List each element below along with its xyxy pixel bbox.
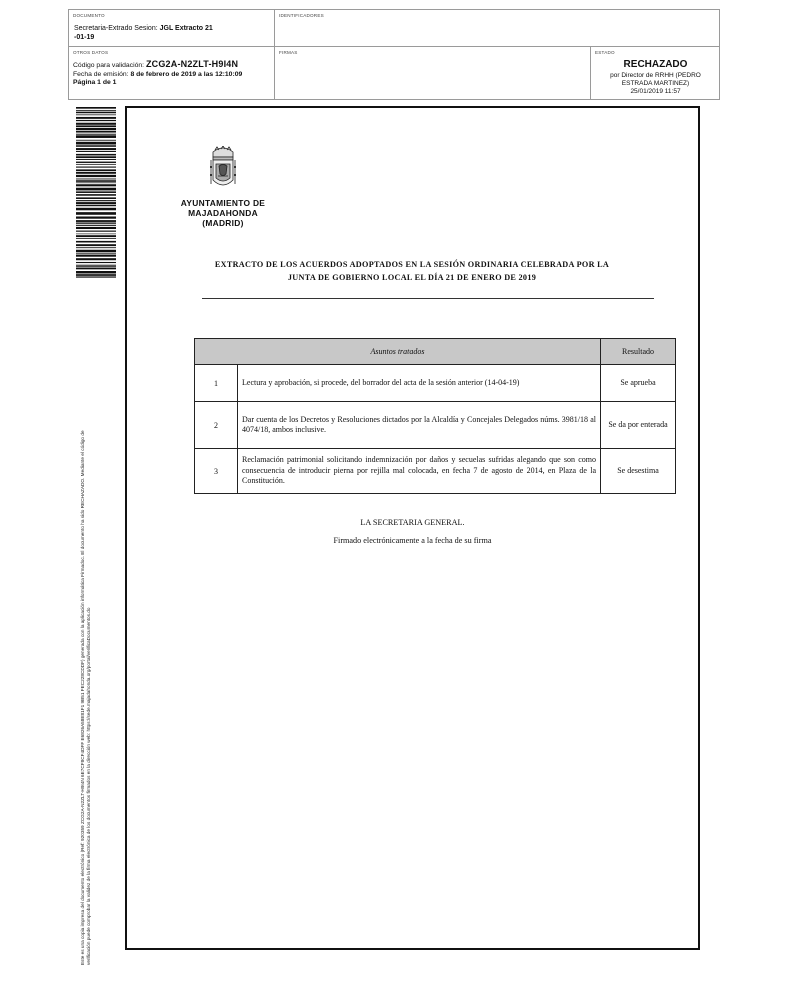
identificadores-cell (275, 10, 720, 47)
signature-title: LA SECRETARIA GENERAL. (360, 518, 465, 527)
side-note-line-1: Este es una copia impresa del documento electrónico (Ref: 920359 ZCG2A-N2ZLT-H9I4N 6E7CF8CF4DFF E6826A58E81F1 9B51 FEC228CDDF) generada con la aplicación informática Firmadoc. El documento ha sido RECHAZADO. Mediante el código de (80, 430, 85, 965)
row-result: Se da por enterada (601, 402, 676, 449)
row-number: 1 (195, 365, 238, 402)
estado-label: ESTADO (595, 50, 615, 55)
side-note-line-2: verificación puede comprobar la validez de la firma electrónica de los documentos firmados en la dirección web: https://sede.majadahonda.org/portal/verificaDocumentos.do (86, 607, 91, 965)
table-row (195, 365, 676, 402)
table-header-row (195, 339, 676, 365)
table-row (195, 449, 676, 494)
verification-side-note (80, 295, 92, 965)
document-title: EXTRACTO DE LOS ACUERDOS ADOPTADOS EN LA SESIÓN ORDINARIA CELEBRADA POR LA JUNTA DE GOBIERNO LOCAL EL DÍA 21 DE ENERO DE 2019 (214, 260, 610, 282)
status-signer-line-2: ESTRADA MARTINEZ) (621, 80, 690, 87)
coat-of-arms-icon (207, 146, 239, 196)
row-result: Se desestima (601, 449, 676, 494)
documento-label: DOCUMENTO (73, 13, 105, 18)
page-count: Página 1 de 1 (73, 79, 117, 86)
row-result: Se aprueba (601, 365, 676, 402)
signature-note: Firmado electrónicamente a la fecha de su firma (333, 536, 492, 545)
status-badge: RECHAZADO (623, 59, 688, 70)
row-subject: Reclamación patrimonial solicitando indemnización por daños y secuelas sufridas alegando que son como consecuencia de introducir pierna por rejilla mal colocada, en fecha 7 de agosto de 2014, en Plaza de la Constitución. (238, 449, 601, 494)
column-header-resultado: Resultado (601, 339, 676, 365)
row-subject: Dar cuenta de los Decretos y Resoluciones dictados por la Alcaldía y Concejales Delegados núms. 3981/18 al 4074/18, ambos inclusive. (238, 402, 601, 449)
barcode-image (76, 107, 116, 278)
documento-line-1: Secretaria-Extrado Sesion: JGL Extracto 21 (74, 25, 213, 32)
otros-datos-label: OTROS DATOS (73, 50, 109, 55)
validation-code: Código para validación: ZCG2A-N2ZLT-H9I4N (73, 59, 239, 69)
row-subject: Lectura y aprobación, si procede, del borrador del acta de la sesión anterior (14-04-19) (238, 365, 601, 402)
municipality-name: AYUNTAMIENTO DE MAJADAHONDA (MADRID) (180, 198, 266, 228)
documento-line-2: -01-19 (74, 34, 95, 41)
estado-cell (591, 47, 720, 100)
status-signer-line-1: por Director de RRHH (PEDRO (610, 72, 701, 79)
identificadores-label: IDENTIFICADORES (279, 13, 324, 18)
title-divider (202, 298, 654, 299)
agenda-table (194, 338, 676, 494)
document-metadata-header (68, 9, 720, 100)
documento-cell (69, 10, 275, 47)
column-header-asuntos: Asuntos tratados (195, 339, 601, 365)
document-page (125, 106, 700, 950)
firmas-label: FIRMAS (279, 50, 298, 55)
status-date: 25/01/2019 11:57 (630, 88, 681, 95)
otros-datos-cell (69, 47, 275, 100)
row-number: 3 (195, 449, 238, 494)
issue-date: Fecha de emisión: 8 de febrero de 2019 a las 12:10:09 (73, 71, 243, 78)
table-row (195, 402, 676, 449)
firmas-cell (275, 47, 591, 100)
row-number: 2 (195, 402, 238, 449)
